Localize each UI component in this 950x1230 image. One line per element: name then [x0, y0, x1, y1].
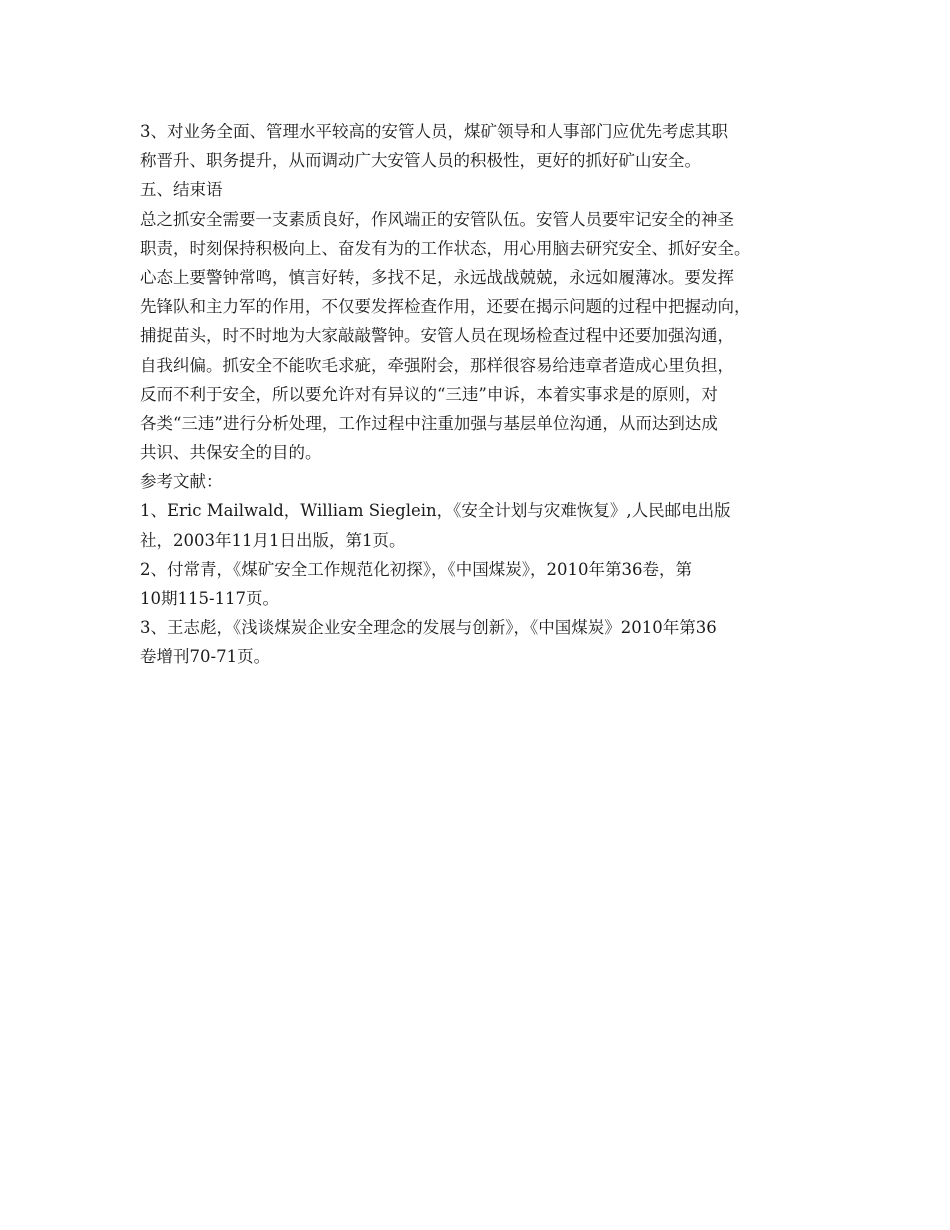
reference-line: 10期115-117页。	[140, 589, 280, 608]
paragraph-line: 职责，时刻保持积极向上、奋发有为的工作状态，用心用脑去研究安全、抓好安全。	[140, 238, 751, 258]
paragraph-line: 捕捉苗头，时不时地为大家敲敲警钟。安管人员在现场检查过程中还要加强沟通，	[140, 326, 734, 346]
paragraph-line: 称晋升、职务提升，从而调动广大安管人员的积极性，更好的抓好矿山安全。	[140, 151, 701, 171]
references-heading: 参考文献：	[140, 472, 223, 492]
reference-line: 1、Eric Mailwald，William Sieglein，《安全计划与灾难恢复》,人民邮电出版	[140, 501, 731, 521]
reference-line: 卷增刊70-71页。	[140, 647, 271, 667]
paragraph-line: 先锋队和主力军的作用，不仅要发挥检查作用，还要在揭示问题的过程中把握动向，	[140, 297, 751, 317]
paragraph-line: 心态上要警钟常鸣，慎言好转，多找不足，永远战战兢兢，永远如履薄冰。要发挥	[140, 267, 734, 287]
reference-line: 2、付常青，《煤矿安全工作规范化初探》，《中国煤炭》，2010年第36卷，第	[140, 559, 692, 579]
reference-line: 社，2003年11月1日出版，第1页。	[140, 530, 406, 550]
paragraph-line: 3、对业务全面、管理水平较高的安管人员，煤矿领导和人事部门应优先考虑其职	[140, 122, 728, 141]
paragraph-line: 自我纠偏。抓安全不能吹毛求疵，牵强附会，那样很容易给违章者造成心里负担，	[140, 355, 734, 375]
section-heading: 五、结束语	[140, 180, 223, 200]
reference-line: 3、王志彪，《浅谈煤炭企业安全理念的发展与创新》，《中国煤炭》2010年第36	[140, 618, 717, 638]
paragraph-line: 总之抓安全需要一支素质良好，作风端正的安管队伍。安管人员要牢记安全的神圣	[140, 209, 734, 229]
document-body	[140, 117, 830, 672]
paragraph-line: 反而不利于安全，所以要允许对有异议的“三违”申诉，本着实事求是的原则，对	[140, 384, 718, 404]
paragraph-line: 共识、共保安全的目的。	[140, 443, 322, 463]
paragraph-line: 各类“三违”进行分析处理，工作过程中注重加强与基层单位沟通，从而达到达成	[140, 413, 718, 433]
